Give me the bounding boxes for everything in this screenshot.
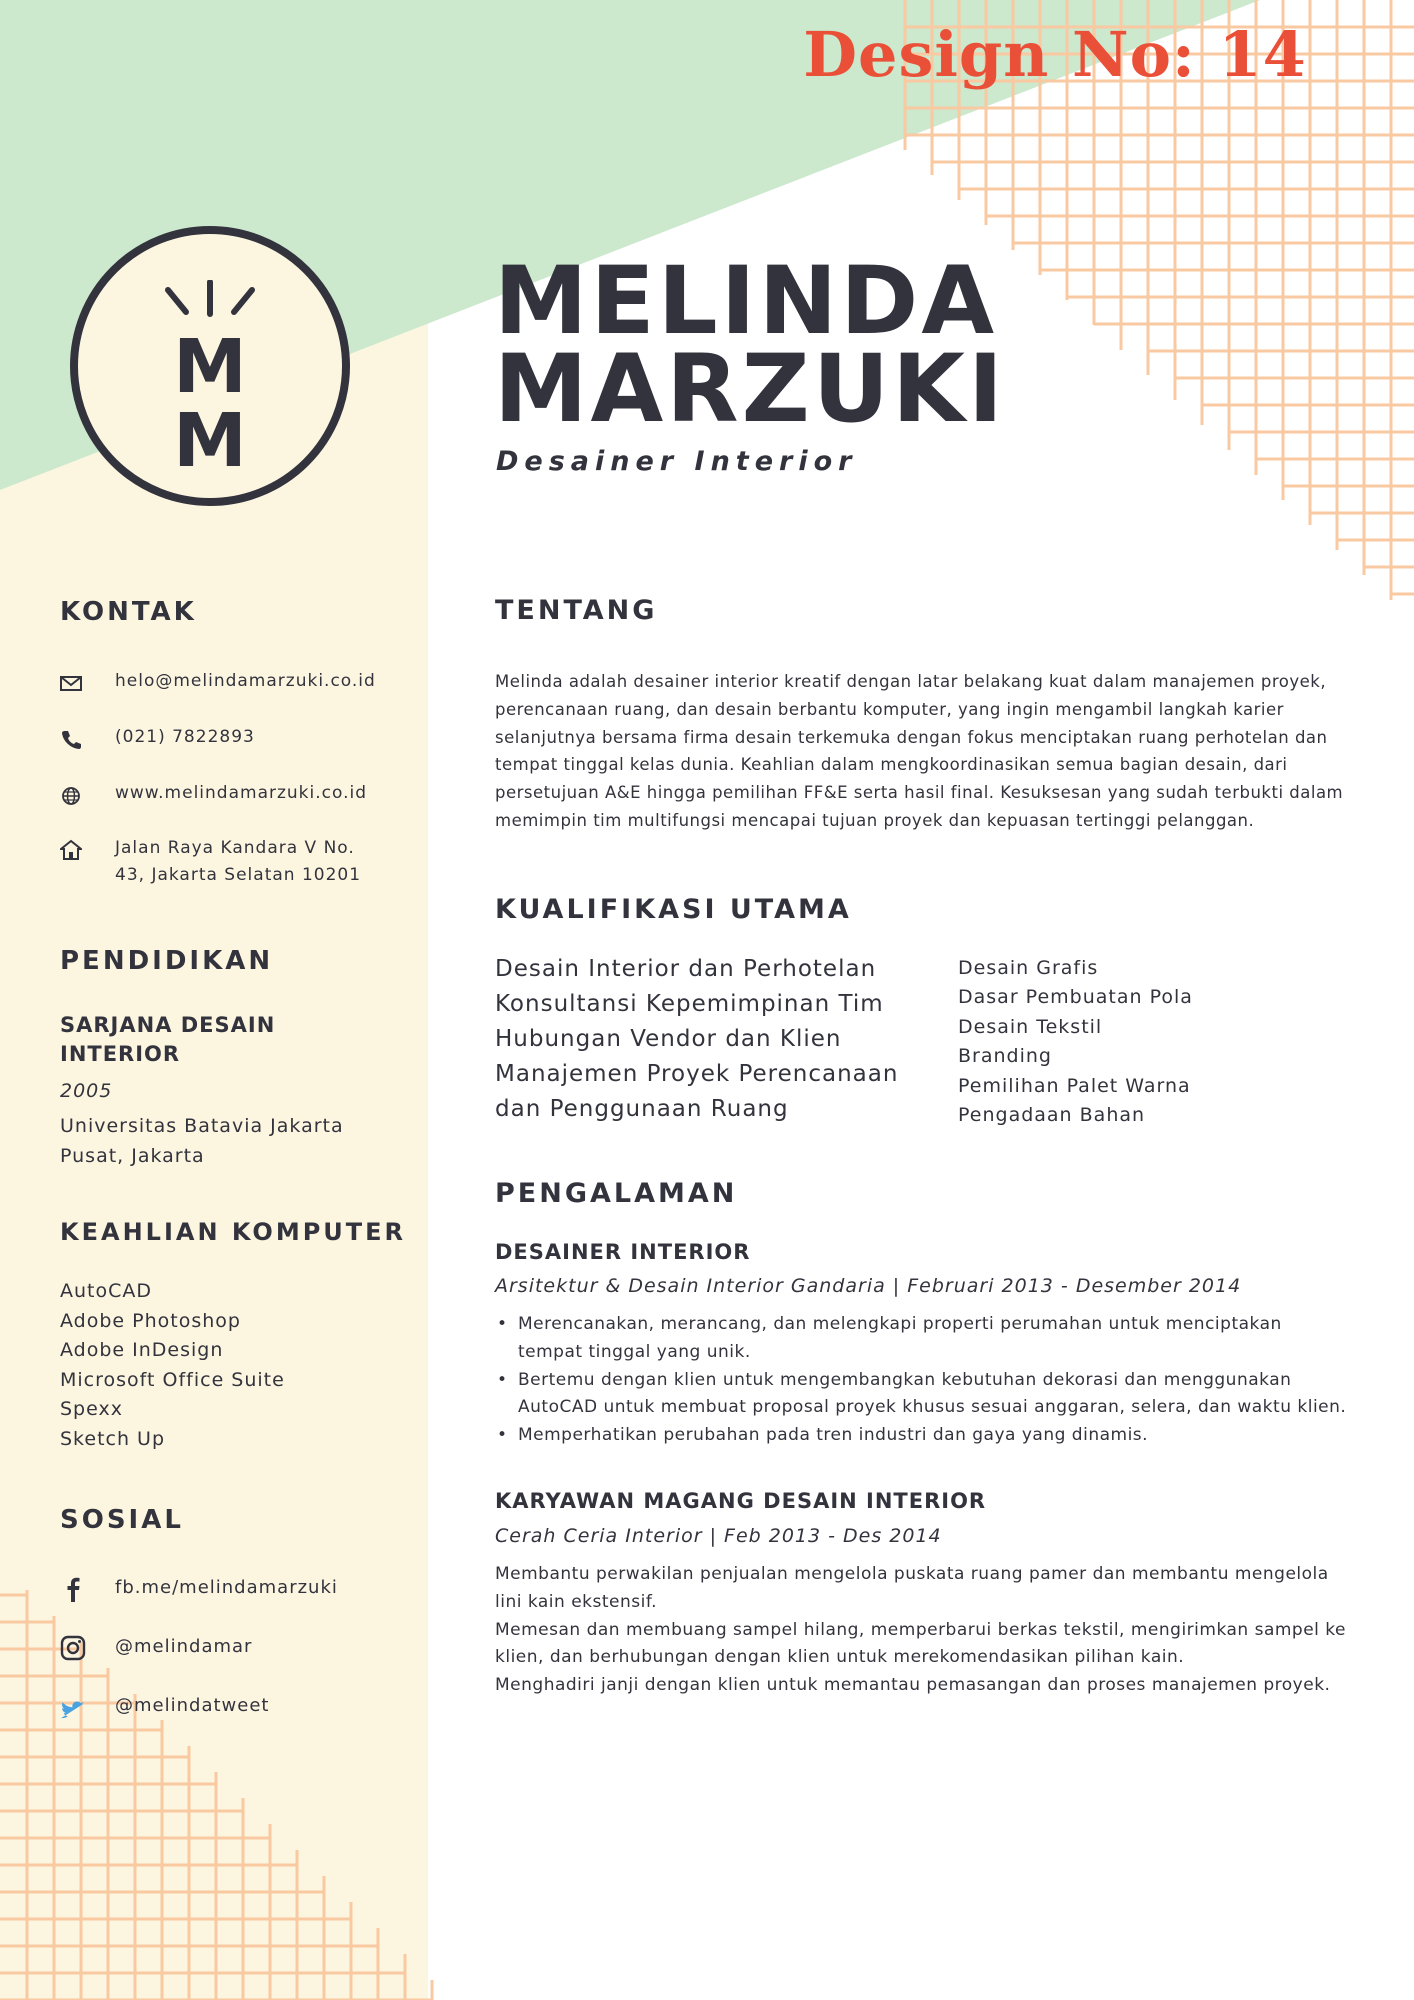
social-twitter-text[interactable]: @melindatweet	[115, 1695, 270, 1716]
globe-icon	[60, 784, 82, 806]
contact-address-text	[115, 835, 361, 889]
contact-email-text[interactable]: helo@melindamarzuki.co.id	[115, 671, 376, 691]
phone-icon	[60, 728, 82, 750]
list-item: Desain Tekstil	[958, 1015, 1103, 1038]
job-2-description	[495, 1561, 1350, 1700]
list-item: Spexx	[60, 1398, 123, 1420]
contact-website-text[interactable]: www.melindamarzuki.co.id	[115, 783, 368, 803]
social-heading: SOSIAL	[60, 1505, 184, 1535]
paragraph: Membantu perwakilan penjualan mengelola puskata ruang pamer dan membantu mengelola lini kain ekstensif.	[495, 1564, 1329, 1612]
mail-icon	[60, 672, 82, 694]
first-name: MELINDA	[494, 247, 998, 356]
twitter-icon	[60, 1698, 86, 1724]
school-line-1: Universitas Batavia Jakarta	[60, 1115, 344, 1137]
monogram-logo	[70, 226, 350, 506]
school-line-2: Pusat, Jakarta	[60, 1145, 205, 1167]
list-item: Manajemen Proyek Perencanaan	[495, 1061, 899, 1087]
paragraph: Menghadiri janji dengan klien untuk memantau pemasangan dan proses manajemen proyek.	[495, 1675, 1331, 1696]
qualifications-list-secondary	[958, 954, 1338, 1130]
list-item: • Bertemu dengan klien untuk mengembangkan kebutuhan dekorasi dan menggunakan AutoCAD untuk membuat proposal proyek khusus sesuai anggaran, selera, dan waktu klien.	[495, 1367, 1350, 1423]
social-twitter[interactable]	[60, 1692, 400, 1724]
social-instagram[interactable]	[60, 1633, 400, 1665]
list-item: Adobe Photoshop	[60, 1309, 241, 1332]
list-item: Branding	[958, 1045, 1052, 1068]
social-facebook-text[interactable]: fb.me/melindamarzuki	[115, 1577, 338, 1598]
job-1-subtitle: Arsitektur & Desain Interior Gandaria | Februari 2013 - Desember 2014	[495, 1275, 1242, 1297]
qualifications-list-primary	[495, 952, 915, 1127]
job-1-bullets	[495, 1311, 1350, 1450]
list-item: Dasar Pembuatan Pola	[958, 986, 1193, 1009]
home-icon	[60, 839, 82, 861]
list-item: Adobe InDesign	[60, 1339, 224, 1361]
list-item: Pemilihan Palet Warna	[958, 1074, 1191, 1097]
last-name: MARZUKI	[494, 335, 1006, 444]
job-2-title: KARYAWAN MAGANG DESAIN INTERIOR	[495, 1489, 987, 1513]
sparkle-icon	[158, 280, 262, 322]
list-item: AutoCAD	[60, 1280, 153, 1302]
list-item: • Memperhatikan perubahan pada tren industri dan gaya yang dinamis.	[495, 1422, 1350, 1450]
list-item: Desain Interior dan Perhotelan	[495, 956, 877, 982]
degree-line-1: SARJANA DESAIN	[60, 1013, 276, 1037]
about-heading: TENTANG	[495, 595, 658, 626]
contact-heading: KONTAK	[60, 597, 197, 627]
list-item: Desain Grafis	[958, 957, 1099, 979]
degree-line-2: INTERIOR	[60, 1042, 181, 1066]
address-line-2: 43, Jakarta Selatan 10201	[115, 865, 362, 885]
list-item: Hubungan Vendor dan Klien	[495, 1026, 842, 1052]
education-school	[60, 1111, 344, 1171]
list-item: Konsultansi Kepemimpinan Tim	[495, 991, 884, 1017]
list-item: Pengadaan Bahan	[958, 1104, 1146, 1127]
list-item: dan Penggunaan Ruang	[495, 1096, 789, 1122]
contact-phone-text[interactable]: (021) 7822893	[115, 727, 255, 747]
monogram-letter-1: M	[173, 324, 247, 410]
education-heading: PENDIDIKAN	[60, 946, 274, 976]
job-1-title: DESAINER INTERIOR	[495, 1240, 751, 1264]
social-instagram-text[interactable]: @melindamar	[115, 1636, 253, 1657]
instagram-icon	[60, 1635, 86, 1661]
design-number-banner: Design No: 14	[803, 18, 1307, 91]
paragraph: Memesan dan membuang sampel hilang, memperbarui berkas tekstil, mengirimkan sampel ke klien, dan berhubungan dengan klien untuk merekomendasikan pilihan kain.	[495, 1619, 1346, 1668]
list-item: Microsoft Office Suite	[60, 1368, 285, 1391]
address-line-1: Jalan Raya Kandara V No.	[115, 838, 355, 858]
qualifications-heading: KUALIFIKASI UTAMA	[495, 894, 852, 925]
education-year: 2005	[60, 1080, 113, 1102]
list-item: • Merencanakan, merancang, dan melengkapi properti perumahan untuk menciptakan tempat tinggal yang unik.	[495, 1311, 1350, 1367]
experience-heading: PENGALAMAN	[495, 1178, 738, 1209]
facebook-icon	[60, 1576, 86, 1602]
monogram-letter-2: M	[173, 398, 247, 484]
about-text: Melinda adalah desainer interior kreatif dengan latar belakang kuat dalam manajemen proyek, perencanaan ruang, dan desain berbantu komputer, yang ingin mengambil langkah karier selanjutnya bersama firma desain terkemuka dengan fokus menciptakan ruang perhotelan dan tempat tinggal kelas dunia. Keahlian dalam mengkoordinasikan semua bagian desain, dari persetujuan A&E hingga pemilihan FF&E serta hasil final. Kesuksesan yang sudah terbukti dalam memimpin tim multifungsi mencapai tujuan proyek dan kepuasan tertinggi pelanggan.	[495, 672, 1344, 830]
computer-skills-heading: KEAHLIAN KOMPUTER	[60, 1218, 407, 1246]
job-2-subtitle: Cerah Ceria Interior | Feb 2013 - Des 2014	[495, 1525, 942, 1547]
list-item: Sketch Up	[60, 1427, 166, 1450]
job-title-subtitle: Desainer Interior	[496, 446, 858, 477]
education-degree	[60, 1011, 275, 1069]
computer-skills-list	[60, 1277, 400, 1454]
social-facebook[interactable]	[60, 1574, 400, 1606]
